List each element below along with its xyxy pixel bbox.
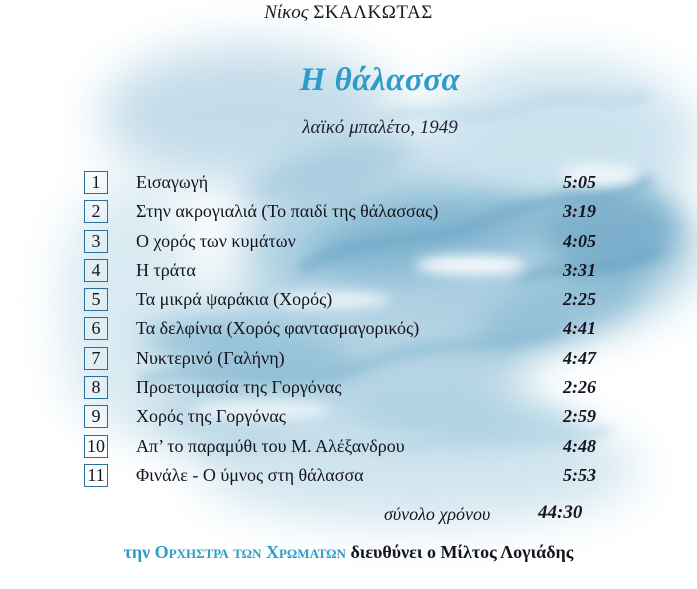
track-number-box: 7 <box>84 347 108 370</box>
track-duration: 4:47 <box>563 347 596 368</box>
orchestra-initial-x: Χ <box>265 542 279 562</box>
track-row <box>84 435 604 464</box>
track-title: Χορός της Γοργόνας <box>136 406 286 427</box>
total-time-value: 44:30 <box>538 502 583 523</box>
track-row <box>84 230 604 259</box>
orchestra-initial-o: Ο <box>154 542 169 562</box>
track-title: Νυκτερινό (Γαλήνη) <box>136 347 285 368</box>
track-number-box: 11 <box>84 464 108 487</box>
total-time-label: σύνολο χρόνου <box>384 504 491 524</box>
track-duration: 3:31 <box>563 259 596 280</box>
orchestra-word-1: ΡΧΗΣΤΡΑ <box>168 546 229 561</box>
conductor-text: διευθύνει ο Μίλτος Λογιάδης <box>350 542 574 562</box>
track-duration: 2:59 <box>563 406 596 427</box>
track-row <box>84 259 604 288</box>
track-number-box: 6 <box>84 317 108 340</box>
track-title: Στην ακρογιαλιά (Το παιδί της θάλασσας) <box>136 201 439 222</box>
track-duration: 5:53 <box>563 464 596 485</box>
track-title: Τα δελφίνια (Χορός φαντασμαγορικός) <box>136 318 420 339</box>
track-duration: 3:19 <box>563 201 596 222</box>
track-title: Η τράτα <box>136 259 196 280</box>
track-duration: 4:48 <box>563 435 596 456</box>
track-title: Ο χορός των κυμάτων <box>136 230 296 251</box>
track-number-box: 5 <box>84 288 108 311</box>
track-duration: 4:05 <box>563 230 596 251</box>
album-subtitle: λαϊκό μπαλέτο, 1949 <box>302 117 458 138</box>
track-row <box>84 405 604 434</box>
tracklist <box>84 171 604 493</box>
composer-name <box>0 2 697 24</box>
track-row <box>84 288 604 317</box>
orchestra-word-2: ΤΩΝ <box>233 546 262 561</box>
track-row <box>84 347 604 376</box>
track-row <box>84 200 604 229</box>
track-title: Τα μικρά ψαράκια (Χορός) <box>136 289 333 310</box>
track-row <box>84 376 604 405</box>
track-number-box: 8 <box>84 376 108 399</box>
track-number-box: 9 <box>84 405 108 428</box>
track-number-box: 10 <box>84 435 108 458</box>
orchestra-name <box>155 542 346 562</box>
track-number-box: 2 <box>84 200 108 223</box>
track-row <box>84 464 604 493</box>
track-title: Προετοιμασία της Γοργόνας <box>136 377 342 398</box>
track-duration: 2:25 <box>563 289 596 310</box>
track-title: Εισαγωγή <box>136 172 209 192</box>
track-title: Απ’ το παραμύθι του Μ. Αλέξανδρου <box>136 435 405 456</box>
track-title: Φινάλε - Ο ύμνος στη θάλασσα <box>136 464 364 485</box>
track-row <box>84 317 604 346</box>
album-title: Η θάλασσα <box>299 62 461 98</box>
composer-first-name: Νίκος <box>264 2 309 23</box>
track-number-box: 3 <box>84 230 108 253</box>
orchestra-word-3: ΡΩΜΑΤΩΝ <box>278 546 346 561</box>
track-duration: 2:26 <box>563 377 596 398</box>
credits-line <box>0 541 697 565</box>
track-row <box>84 171 604 200</box>
track-number-box: 4 <box>84 259 108 282</box>
track-duration: 5:05 <box>563 172 596 192</box>
credits-prefix: την <box>123 542 151 562</box>
track-number-box: 1 <box>84 171 108 194</box>
composer-last-name: ΣΚΑΛΚΩΤΑΣ <box>313 2 433 23</box>
track-duration: 4:41 <box>563 318 596 339</box>
